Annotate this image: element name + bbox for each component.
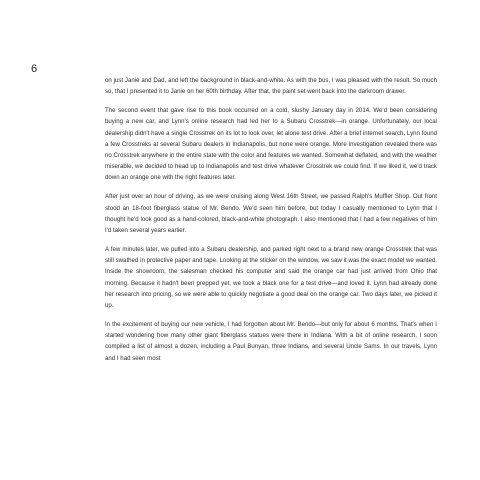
body-text <box>105 75 437 372</box>
paragraph-4: A few minutes later, we pulled into a Subaru dealership, and parked right next to a brand new orange Crosstrek that was still swathed in protective paper and tape. Looking at the sticker on the window, we saw it was the exact model we wanted. Inside the showroom, the salesman checked his computer and said the orange car had just arrived from Ohio that morning. Because it hadn't been prepped yet, we took a black one for a test drive—and loved it. Lynn had already done her research into pricing, so we were able to quickly negotiate a good deal on the orange car. Two days later, we picked it up. <box>105 246 437 310</box>
paragraph-5: In the excitement of buying our new vehicle, I had forgotten about Mr. Bendo—but only for about 6 months. That's when I started wondering how many other giant fiberglass statues were there in Indiana. With a bit of online research, I soon compiled a list of almost a dozen, including a Paul Bunyan, three Indians, and several Uncle Sams. In our travels, Lynn and I had seen most <box>105 321 437 362</box>
page-number: 6 <box>31 63 38 75</box>
paragraph-1: on just Janie and Dad, and left the background in black-and-white. As with the bus, I was pleased with the result. So much so, that I presented it to Janie on her 60th birthday. After that, the paint set went back into the darkroom drawer. <box>105 77 437 96</box>
paragraph-3: After just over an hour of driving, as we were cruising along West 16th Street, we passed Ralph's Muffler Shop. Out front stood an 18-foot fiberglass statue of Mr. Bendo. We'd seen him before, but today I casually mentioned to Lynn that I thought he'd look good as a hand-colored, black-and-white photograph. I also mentioned that I had a few negatives of him I'd taken several years earlier. <box>105 193 437 235</box>
paragraph-2: The second event that gave rise to this book occurred on a cold, slushy January day in 2014. We'd been considering buying a new car, and Lynn's online research had led her to a Subaru Crosstrek—in orange. Unfortunately, our local dealership didn't have a single Crosstrek on its lot to look over, let alone test drive. After a brief internet search, Lynn found a few Crosstreks at several Subaru dealers in Indianapolis, but none were orange. More investigation revealed there was no Crosstrek anywhere in the entire state with the color and features we wanted. Somewhat deflated, and with the weather miserable, we decided to head up to Indianapolis and test drive whatever Crosstrek we could find. If we liked it, we'd track down an orange one with the right features later. <box>105 107 437 182</box>
